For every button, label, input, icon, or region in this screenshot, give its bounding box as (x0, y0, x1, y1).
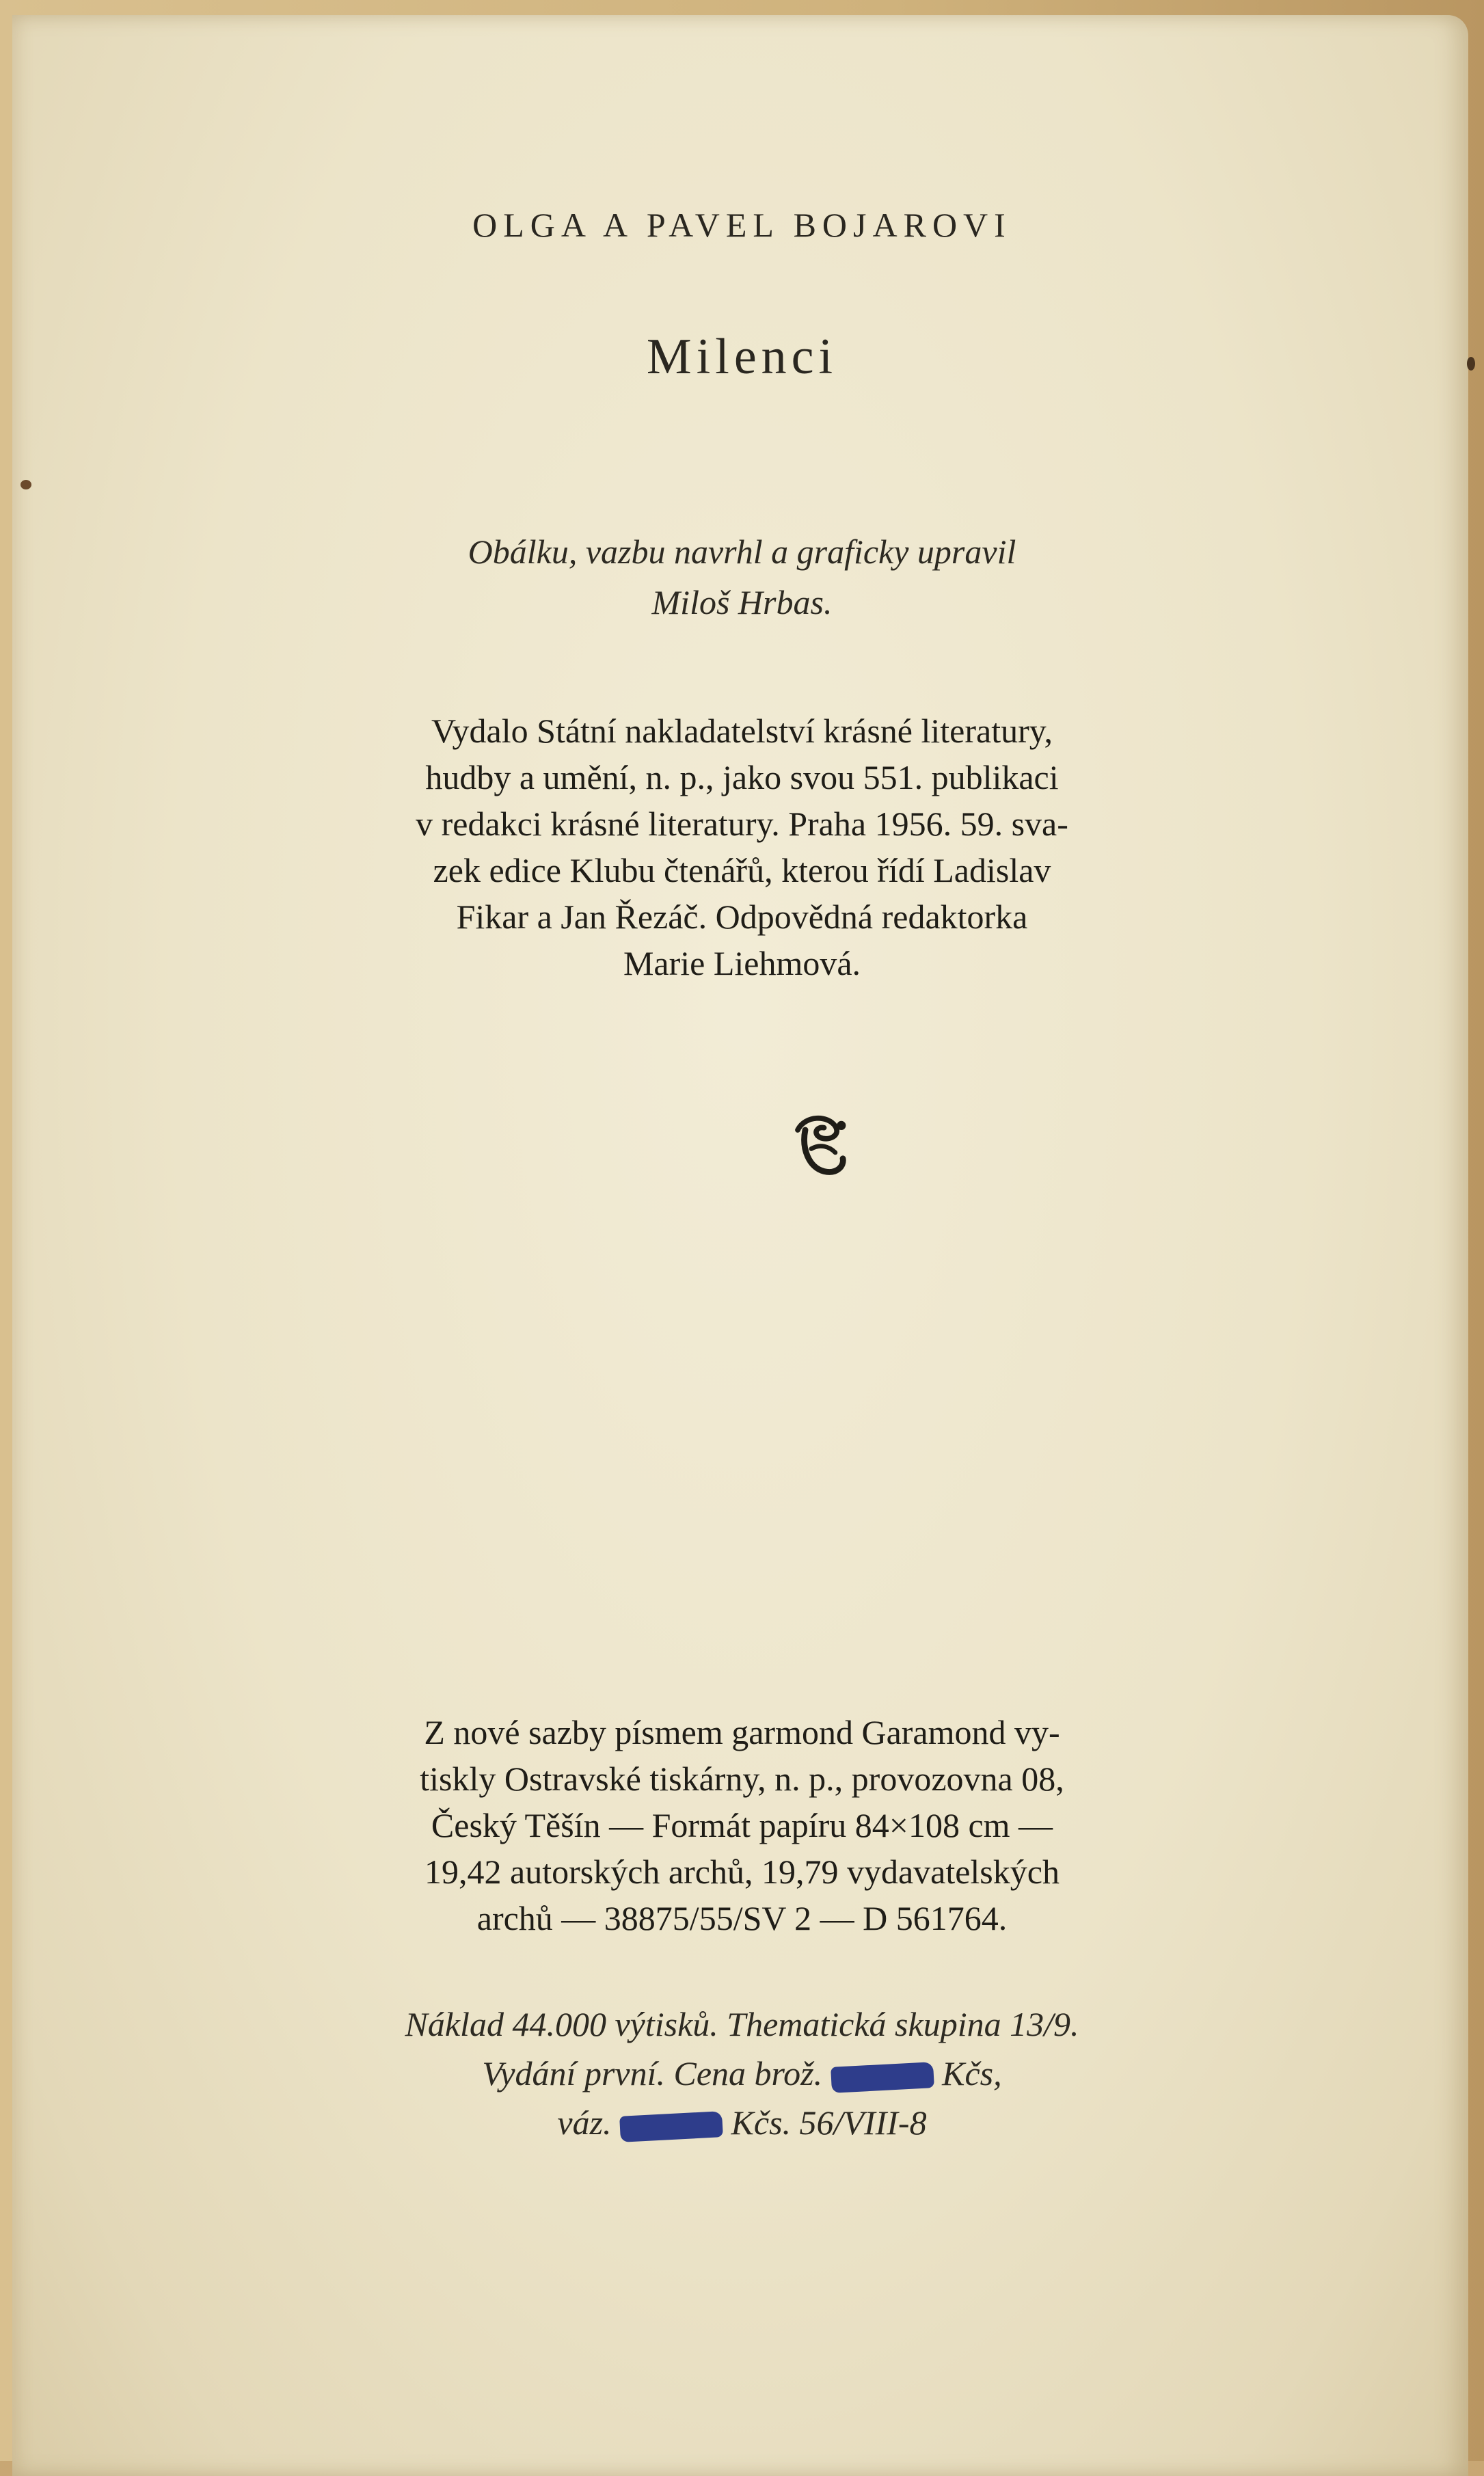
imprint-line: zek edice Klubu čtenářů, kterou řídí Ladislav (433, 851, 1051, 889)
edition-line: Vydání první. Cena brož. Kčs, (482, 2054, 1002, 2093)
edition-details (0, 2000, 1484, 2147)
edition-line: váz. Kčs. 56/VIII-8 (557, 2103, 927, 2142)
publisher-ornament-icon (783, 1107, 858, 1183)
printing-line: Český Těšín — Formát papíru 84×108 cm — (431, 1806, 1053, 1844)
imprint-line: Vydalo Státní nakladatelství krásné literatury, (431, 712, 1053, 750)
imprint-line: Marie Liehmová. (623, 944, 861, 982)
publisher-imprint (0, 708, 1484, 986)
redacted-price-mark (831, 2062, 934, 2093)
printing-line: Z nové sazby písmem garmond Garamond vy- (424, 1713, 1060, 1751)
imprint-line: hudby a umění, n. p., jako svou 551. publikaci (425, 758, 1059, 796)
imprint-line: v redakci krásné literatury. Praha 1956. 59. sva- (416, 805, 1068, 843)
edition-line: Náklad 44.000 výtisků. Thematická skupina 13/9. (405, 2005, 1079, 2043)
imprint-line: Fikar a Jan Řezáč. Odpovědná redaktorka (456, 898, 1028, 936)
book-title: Milenci (646, 329, 838, 385)
redacted-price-mark (619, 2111, 723, 2142)
credits-line: Obálku, vazbu navrhl a graficky upravil (468, 533, 1016, 571)
author-name: OLGA A PAVEL BOJAROVI (472, 206, 1012, 244)
credits-line: Miloš Hrbas. (651, 583, 833, 621)
printing-line: archů — 38875/55/SV 2 — D 561764. (476, 1899, 1008, 1937)
printing-line: tiskly Ostravské tiskárny, n. p., provozovna 08, (420, 1760, 1064, 1798)
design-credits (0, 526, 1484, 628)
printing-details (0, 1709, 1484, 1941)
printing-line: 19,42 autorských archů, 19,79 vydavatelských (424, 1853, 1060, 1891)
paper-speck (21, 480, 31, 489)
